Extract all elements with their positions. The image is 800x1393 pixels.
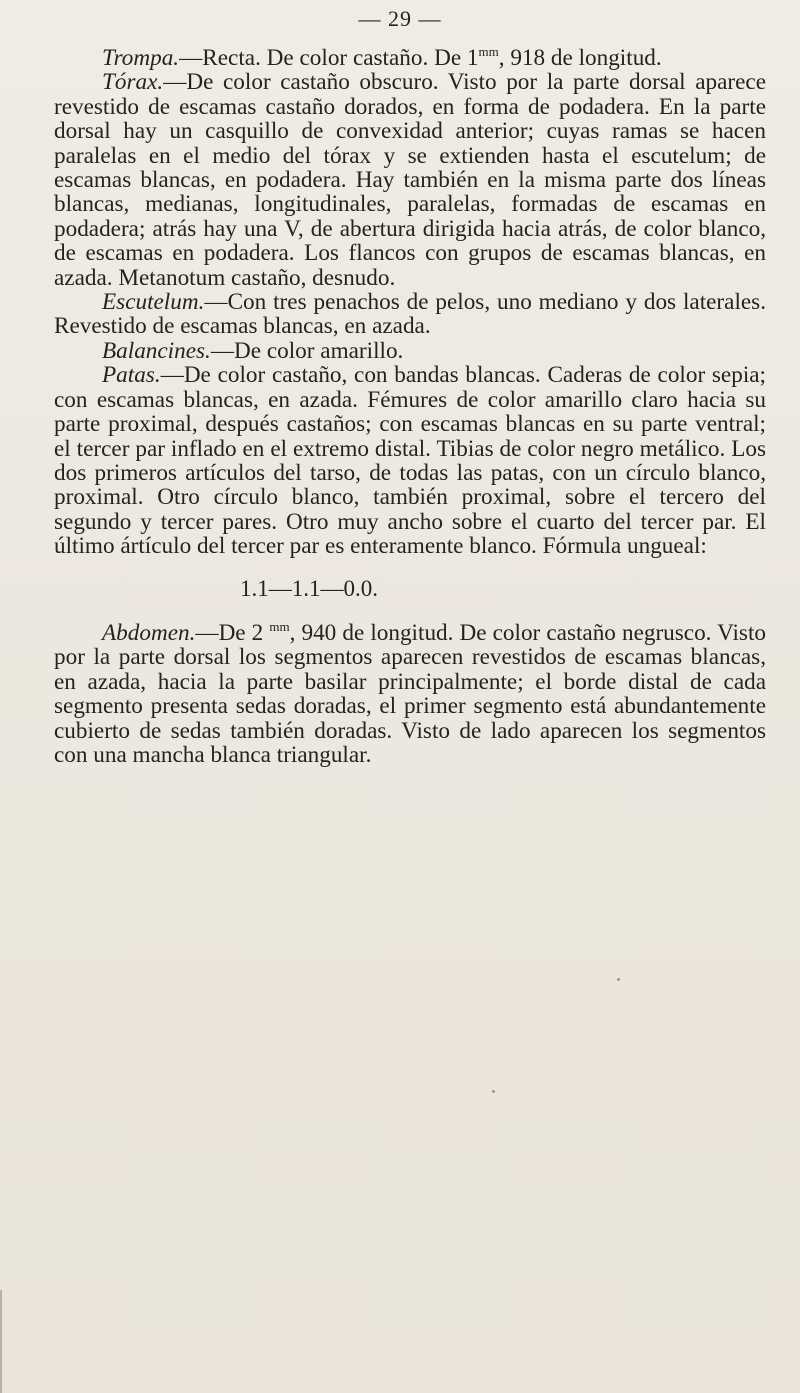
paragraph-escutelum	[54, 290, 766, 339]
paragraph-patas	[54, 363, 766, 558]
paragraph-lead: Escutelum.	[102, 289, 205, 316]
text-body	[54, 46, 766, 767]
paper-speck	[492, 1090, 495, 1093]
binding-edge	[0, 1290, 2, 1393]
paragraph-text: , 940 de longitud. De color castaño negrusco. Visto por la parte dorsal los segmentos aparecen revestidos de escamas blancas, en azada, hacia la parte basilar principalmente; el borde distal de cada segmento presenta sedas doradas, el primer segmento está abundantemente cubierto de sedas también doradas. Visto de lado aparecen los segmentos con una mancha blanca triangular.	[54, 619, 766, 768]
ungual-formula: 1.1—1.1—0.0.	[240, 575, 378, 601]
paper-speck	[617, 978, 620, 981]
unit-superscript: mm	[478, 44, 499, 59]
unit-superscript: mm	[269, 618, 290, 634]
paragraph-text: —Recta. De color castaño. De 1	[179, 45, 479, 71]
paragraph-text: —De color castaño obscuro. Visto por la parte dorsal aparece revestido de escamas castaño dorados, en forma de podadera. En la parte dorsal hay un casquillo de convexidad anterior; cuyas ramas se hacen paralelas en el medio del tórax y se extienden hasta el escutelum; de escamas blancas, en podadera. Hay también en la misma parte dos líneas blancas, medianas, longitudinales, paralelas, formadas de escamas en podadera; atrás hay una V, de abertura dirigida hacia atrás, de color blanco, de escamas en podadera. Los flancos con grupos de escamas blancas, en azada. Metanotum castaño, desnudo.	[54, 69, 766, 291]
page-number: — 29 —	[358, 6, 442, 31]
paragraph-torax	[54, 70, 766, 290]
paragraph-text: —De color amarillo.	[210, 337, 404, 364]
paragraph-trompa	[54, 46, 766, 70]
paragraph-abdomen	[54, 618, 766, 768]
paragraph-lead: Trompa.	[102, 45, 180, 71]
paragraph-lead: Balancines.	[102, 337, 211, 364]
paragraph-text: —De color castaño, con bandas blancas. Caderas de color sepia; con escamas blancas, en azada. Fémures de color amarillo claro hacia su parte proximal, después castaños; con escamas blancas en su parte ventral; el tercer par inflado en el extremo distal. Tibias de color negro metálico. Los dos primeros artículos del tarso, de todas las patas, con un círculo blanco, proximal. Otro círculo blanco, también proximal, sobre el tercero del segundo y tercer pares. Otro muy ancho sobre el cuarto del tercer par. El último ártículo del tercer par es enteramente blanco. Fórmula ungueal:	[54, 362, 766, 560]
paragraph-text: , 918 de longitud.	[498, 45, 662, 71]
paragraph-lead: Tórax.	[102, 69, 164, 96]
paragraph-text: —Con tres penachos de pelos, uno mediano y dos laterales. Revestido de escamas blancas, en azada.	[54, 289, 766, 340]
paragraph-lead: Abdomen.	[102, 619, 196, 646]
paragraph-lead: Patas.	[102, 362, 161, 389]
paragraph-text: —De 2	[195, 619, 270, 646]
paragraph-balancines	[54, 339, 766, 363]
